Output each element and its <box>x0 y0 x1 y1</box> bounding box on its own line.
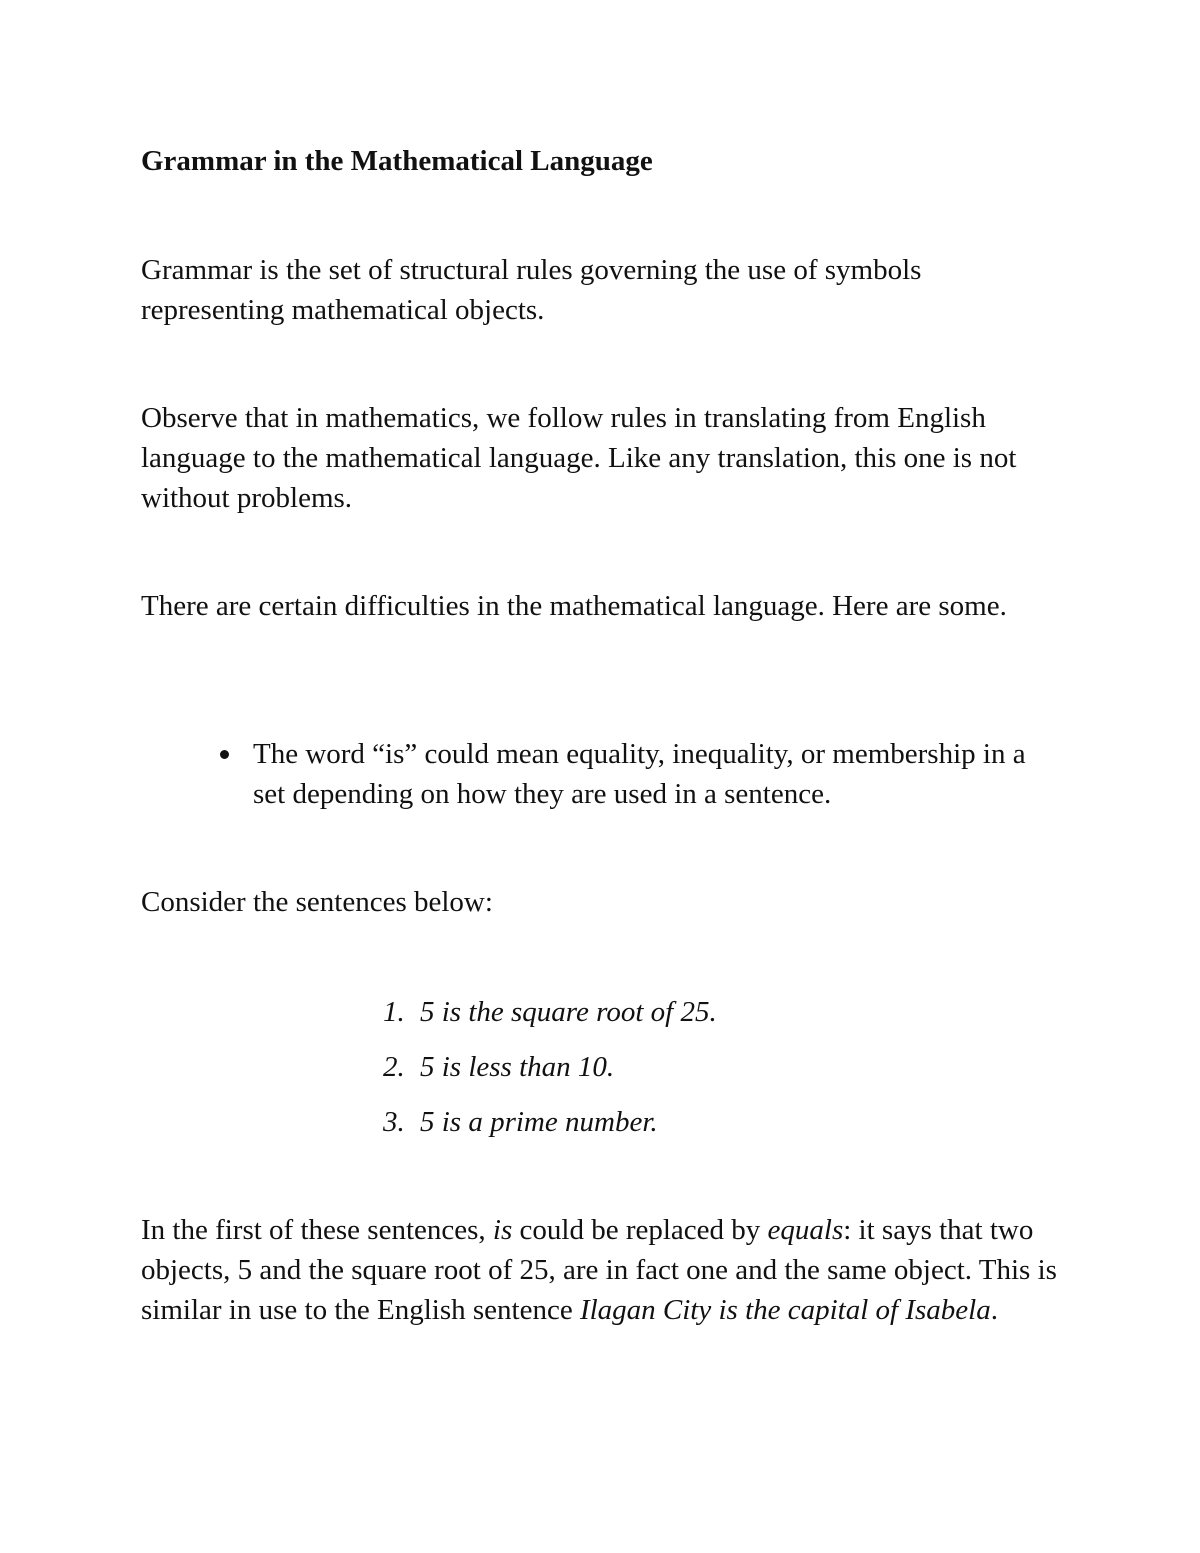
numbered-item-index: 3. <box>383 1106 405 1138</box>
paragraph-difficulties: There are certain difficulties in the mathematical language. Here are some. <box>141 590 1007 622</box>
emphasis-example-sentence: Ilagan City is the capital of Isabela <box>579 1294 991 1326</box>
numbered-item-text: 5 is less than 10. <box>420 1051 615 1083</box>
numbered-item-index: 2. <box>383 1051 405 1083</box>
text-run: : it says that two objects, 5 and the square root of 25, are in fact one and the same object. This is similar in use to the English sentence <box>141 1214 1057 1326</box>
text-run: In the first of these sentences, <box>141 1214 493 1246</box>
paragraph-consider: Consider the sentences below: <box>141 886 493 918</box>
numbered-item-index: 1. <box>383 996 405 1028</box>
emphasis-equals: equals <box>767 1214 844 1246</box>
emphasis-is: is <box>492 1214 513 1246</box>
text-run: could be replaced by <box>512 1214 768 1246</box>
paragraph-first-sentence-explanation <box>141 1210 1071 1330</box>
document-title: Grammar in the Mathematical Language <box>141 145 653 177</box>
paragraph-grammar-definition: Grammar is the set of structural rules governing the use of symbols representing mathematical objects. <box>141 254 922 326</box>
text-run: . <box>990 1294 998 1326</box>
bullet-text: The word “is” could mean equality, inequality, or membership in a set depending on how they are used in a sentence. <box>253 738 1026 810</box>
numbered-item-text: 5 is a prime number. <box>420 1106 658 1138</box>
paragraph-observe: Observe that in mathematics, we follow rules in translating from English language to the mathematical language. Like any translation, this one is not without problems. <box>141 402 1017 514</box>
numbered-item-text: 5 is the square root of 25. <box>420 996 717 1028</box>
